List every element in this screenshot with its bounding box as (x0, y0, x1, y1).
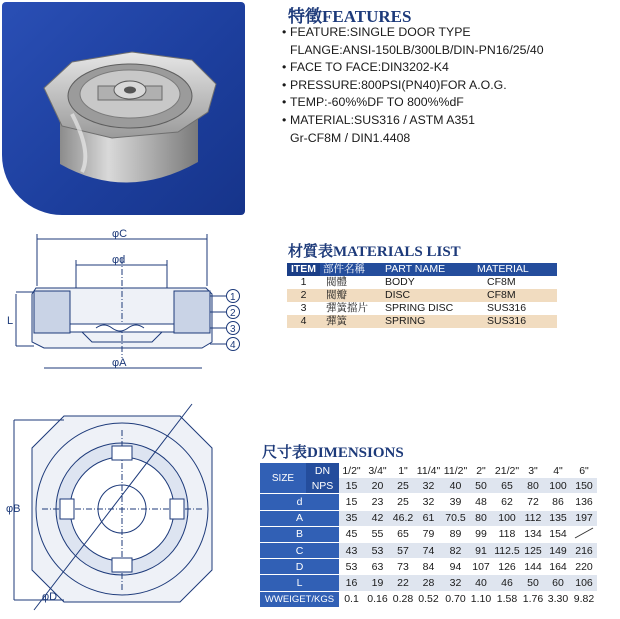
feature-line: • PRESSURE:800PSI(PN40)FOR A.O.G. (282, 77, 507, 92)
label-l: L (7, 315, 14, 327)
table-row: d 15 23 25 32 39 48 62 72 86 136 (260, 494, 597, 510)
table-row: C 43 53 57 74 82 91 112.5 125 149 216 (260, 542, 597, 558)
dimensions-heading (262, 441, 404, 462)
features-list (282, 24, 612, 147)
callout-2: 2 (230, 308, 236, 319)
col-part-name: PART NAME (381, 263, 473, 276)
col-item: ITEM (287, 263, 320, 276)
table-row: 4 彈簧 SPRING SUS316 (287, 315, 557, 328)
product-photo (2, 2, 245, 215)
table-row: 1 閥體 BODY CF8M (287, 276, 557, 289)
size-label: SIZE (260, 463, 306, 494)
materials-heading (288, 240, 461, 261)
feature-line: • MATERIAL:SUS316 / ASTM A351 (282, 112, 475, 127)
nps-label: NPS (306, 478, 339, 494)
materials-header-row (287, 263, 557, 276)
na-cell (571, 526, 597, 542)
nps-row: NPS 15 20 25 32 40 50 65 80 100 150 (260, 478, 597, 494)
callout-1: 1 (230, 292, 236, 303)
materials-heading-en: MATERIALS LIST (333, 244, 461, 260)
dimensions-heading-en: DIMENSIONS (307, 445, 404, 461)
features-heading-en: FEATURES (322, 7, 412, 26)
features-heading-cn: 特徵 (288, 7, 322, 26)
table-row: WWEIGET/KGS 0.1 0.16 0.28 0.52 0.70 1.10 1.58 1.76 3.30 9.82 (260, 591, 597, 607)
dn-row: SIZE DN 1/2" 3/4" 1" 11/4" 11/2" 2" 21/2" 3" 4" 6" (260, 463, 597, 478)
dimensions-table (260, 463, 597, 607)
table-row: 2 閥瓣 DISC CF8M (287, 289, 557, 302)
col-material: MATERIAL (473, 263, 557, 276)
feature-line: FLANGE:ANSI-150LB/300LB/DIN-PN16/25/40 (290, 42, 544, 57)
slash-icon (573, 527, 595, 539)
table-row: A 35 42 46.2 61 70.5 80 100 112 135 197 (260, 510, 597, 526)
materials-table (287, 263, 557, 328)
label-phi-c: φC (112, 228, 128, 240)
dimensions-heading-cn: 尺寸表 (262, 445, 308, 461)
col-cn-name: 部件名稱 (320, 263, 381, 276)
plan-drawing (4, 400, 254, 617)
label-phi-d: φd (112, 254, 126, 266)
table-row: B 45 55 65 79 89 99 118 134 154 (260, 526, 597, 542)
feature-line: • FEATURE:SINGLE DOOR TYPE (282, 25, 471, 39)
callout-3: 3 (230, 324, 236, 335)
materials-heading-cn: 材質表 (288, 244, 334, 260)
label-phi-b: φB (6, 503, 21, 515)
table-row: D 53 63 73 84 94 107 126 144 164 220 (260, 559, 597, 575)
table-row: 3 彈簧擋片 SPRING DISC SUS316 (287, 302, 557, 315)
label-phi-a: φA (112, 357, 127, 369)
section-drawing (4, 228, 258, 378)
feature-line: • TEMP:-60%%DF TO 800%%dF (282, 95, 464, 110)
label-phi-d-plan: φD (42, 591, 58, 603)
callout-4: 4 (230, 340, 236, 351)
table-row: L 16 19 22 28 32 40 46 50 60 106 (260, 575, 597, 591)
valve-photo-illustration (2, 2, 245, 215)
dn-label: DN (306, 463, 339, 478)
feature-line: Gr-CF8M / DIN1.4408 (290, 130, 411, 145)
feature-line: • FACE TO FACE:DIN3202-K4 (282, 60, 449, 75)
